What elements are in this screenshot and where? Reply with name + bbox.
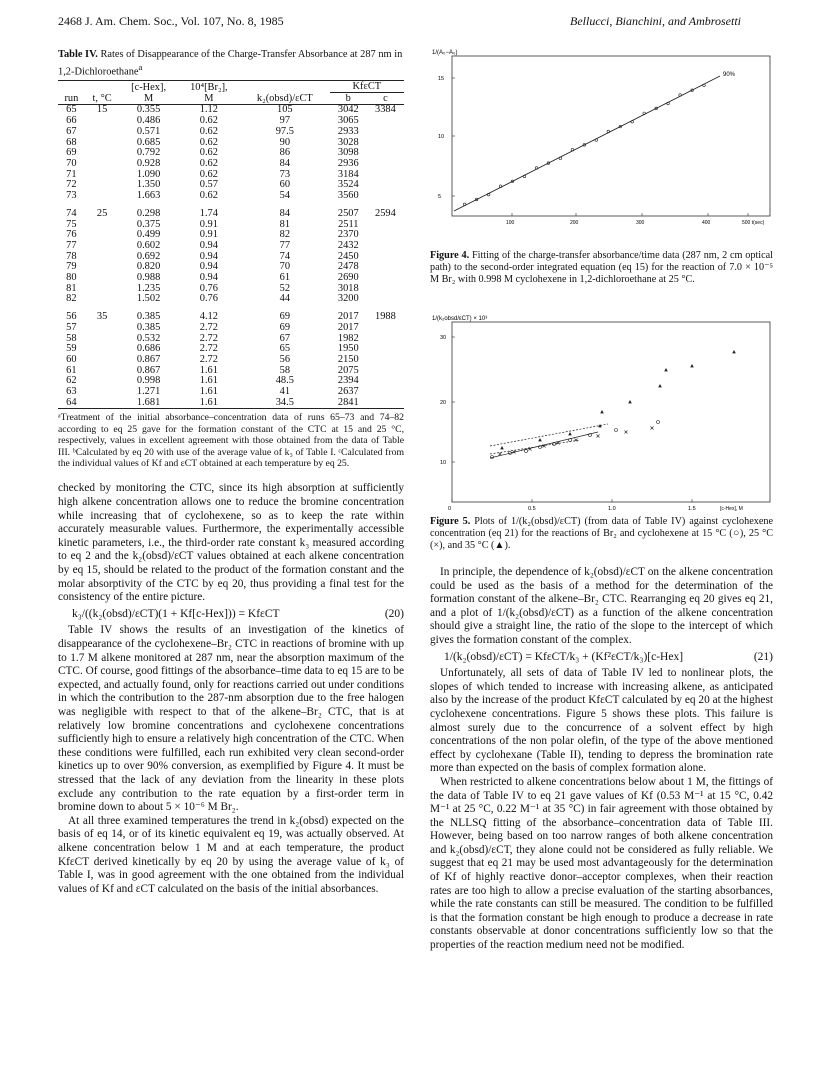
table-cell: 41 [279, 386, 291, 398]
table-cell: 2594 [375, 207, 396, 219]
table-cell: 84 [279, 157, 291, 169]
table-cell: 0.62 [199, 115, 218, 127]
table-cell: 2394 [337, 375, 359, 387]
table-row [58, 323, 404, 334]
table-cell: 1950 [337, 343, 359, 355]
table-cell [85, 366, 120, 377]
x-tick-label: 200 [570, 220, 579, 226]
table-cell: 2.72 [199, 343, 218, 355]
table-cell [85, 387, 120, 398]
table-cell [367, 284, 404, 295]
table-cell: 0.385 [136, 321, 161, 333]
table-cell: 0.62 [199, 190, 218, 202]
table-cell: 35 [96, 311, 108, 323]
table-title: Rates of Disappearance of the Charge-Transfer Absorbance at 287 nm in 1,2-Dichloroethane [58, 49, 403, 78]
table-cell: 82 [279, 229, 291, 241]
table-cell [367, 170, 404, 181]
table-cell: 73 [66, 190, 77, 202]
table-cell [85, 398, 120, 409]
y-tick-label: 10 [438, 134, 445, 140]
table-cell [367, 294, 404, 305]
table-cell [367, 191, 404, 202]
table-cell [367, 116, 404, 127]
x-tick-label: 300 [636, 220, 645, 226]
table-cell: 1.090 [136, 168, 161, 180]
table-cell [367, 180, 404, 191]
table-cell: 97.5 [275, 125, 294, 137]
y-tick-label: 20 [440, 400, 447, 406]
table-cell: 2936 [337, 157, 359, 169]
table-cell: 1.74 [199, 207, 218, 219]
table-cell [85, 148, 120, 159]
y-tick-label: 15 [438, 76, 445, 82]
table-cell: 84 [279, 207, 291, 219]
table-cell: 3184 [337, 168, 359, 180]
table-cell: 2075 [337, 364, 359, 376]
table-cell: 0.792 [136, 147, 161, 159]
table-cell: 0.602 [136, 239, 161, 251]
table-cell [85, 220, 120, 231]
table-cell: 61 [66, 364, 77, 376]
table-cell: 0.686 [136, 343, 161, 355]
point-25C [597, 435, 600, 438]
table-row [58, 191, 404, 202]
table-cell: 44 [279, 293, 291, 305]
x-tick-label: 1.0 [608, 506, 616, 512]
table-cell: 73 [279, 168, 291, 180]
col-c: c [367, 93, 404, 105]
table-cell: 75 [66, 218, 77, 230]
x-tick-label: 0 [448, 506, 452, 512]
table-cell: 76 [66, 229, 77, 241]
table-label: Table IV. [58, 49, 98, 60]
col-b: b [330, 93, 367, 105]
table-cell: 74 [66, 207, 77, 219]
table-cell: 2450 [337, 250, 359, 262]
table-cell [85, 284, 120, 295]
table-row [58, 202, 404, 220]
table-cell [367, 148, 404, 159]
table-cell [367, 230, 404, 241]
table-cell: 0.867 [136, 364, 161, 376]
paragraph: Unfortunately, all sets of data of Table IV led to nonlinear plots, the slopes of which tended to increase with increasing alkene, as anticipated also by the increase of the product KfεCT calculated by eq 20 at the highest cyclohexene concentrations. Figure 5 shows these plots. This failure is almost surely due to the concurrence of a solvent effect by high concentrations of the non polar olefin, of the type of the above mentioned effect by cyclohexane (Table II), tending to depress the bromination rate more than expected on the basis of complex formation alone. [430, 667, 773, 775]
right-body-text [430, 566, 773, 953]
table-cell: 2370 [337, 229, 359, 241]
table-cell: 1982 [337, 332, 359, 344]
figure-5-caption-text: Plots of 1/(k₂(obsd)/εCT) (from data of Table IV) against cyclohexene concentration (eq 21) for the reactions of Br₂ and cyclohexene at 15 °C (○), 25 °C (×), and 35 °C (▲). [430, 516, 773, 552]
table-cell [85, 170, 120, 181]
figure-4-caption-text: Fitting of the charge-transfer absorbance/time data (287 nm, 2 cm optical path) to the second-order integrated equation (eq 15) for the reaction of 7.0 × 10⁻⁵ M Br₂ with 0.998 M cyclohexene in 1,2-dichloroethane at 25 °C. [430, 250, 773, 286]
point-15C [615, 429, 618, 432]
caption-footnote-mark: a [138, 62, 143, 72]
table-cell: 34.5 [240, 398, 330, 409]
table-cell [85, 116, 120, 127]
table-cell: 0.486 [136, 115, 161, 127]
paragraph: In principle, the dependence of k₂(obsd)/εCT on the alkene concentration could be used as the basis of a method for the determination of the formation constant of the alkene–Br₂ CTC. Rearranging eq 20 gives eq 21, and a plot of 1/(k₂(obsd)/εCT) as a function of the alkene concentration should give a straight line, the ratio of the slope to the intercept of which gives the formation constant of the complex. [430, 566, 773, 646]
table-cell: 1.663 [136, 190, 161, 202]
table-cell: 3384 [375, 104, 396, 116]
figure-5-ticks [440, 335, 743, 512]
table-cell: 2017 [337, 311, 359, 323]
table-cell [367, 273, 404, 284]
table-cell: 77 [279, 239, 291, 251]
table-cell: 97 [279, 115, 291, 127]
figure-5-lines [490, 424, 608, 458]
table-cell: 3200 [337, 293, 359, 305]
x-tick-label: 0.5 [528, 506, 536, 512]
point-35C [568, 432, 572, 435]
table-cell: 78 [66, 250, 77, 262]
table-cell: 0.375 [136, 218, 161, 230]
col-hex-unit: M [119, 93, 177, 105]
table-cell [367, 334, 404, 345]
table-cell: 56 [66, 311, 77, 323]
table-cell [85, 241, 120, 252]
table-cell: 0.62 [199, 157, 218, 169]
table-cell: 0.928 [136, 157, 161, 169]
y-tick-label: 10 [440, 460, 447, 466]
table-cell: 1.350 [136, 179, 161, 191]
table-cell: 0.571 [136, 125, 161, 137]
point-15C [525, 450, 528, 453]
table-cell: 25 [96, 207, 108, 219]
table-cell [85, 191, 120, 202]
table-cell: 80 [66, 272, 77, 284]
table-cell: 2.72 [199, 332, 218, 344]
col-hex-top: [c-Hex], [119, 81, 177, 93]
table-cell: 0.94 [199, 261, 218, 273]
point-35C [600, 410, 604, 413]
table-cell: 3028 [337, 136, 359, 148]
table-cell: 67 [279, 332, 291, 344]
point-25C [575, 439, 578, 442]
table-cell: 1.12 [199, 104, 218, 116]
table-cell: 69 [66, 147, 77, 159]
col-t: t, °C [85, 93, 120, 105]
table-cell: 2511 [338, 218, 359, 230]
paragraph: At all three examined temperatures the trend in k₂(obsd) expected on the basis of eq 14, or of its kinetic equivalent eq 19, was actually observed. At alkene concentration below 1 M and at each temperature, the product KfεCT derived kinetically by eq 20 by using the average value of k₃ of Table I, was in good agreement with the one obtained from the individual values of Kf and εCT calculated on the basis of the initial absorbances. [58, 814, 404, 895]
table-cell: 1.61 [199, 386, 218, 398]
table-cell: 2841 [330, 398, 367, 409]
table-cell: 3098 [337, 147, 359, 159]
table-cell: 0.62 [199, 168, 218, 180]
table-cell [367, 159, 404, 170]
table-cell: 0.532 [136, 332, 161, 344]
table-cell: 60 [279, 179, 291, 191]
table-cell [85, 159, 120, 170]
table-cell: 0.76 [199, 282, 218, 294]
figure-5-caption [430, 516, 773, 553]
table-cell: 74 [279, 250, 291, 262]
table-cell [367, 252, 404, 263]
table-cell: 0.94 [199, 250, 218, 262]
left-column [58, 0, 404, 896]
table-cell: 1.681 [119, 398, 177, 409]
point-35C [658, 384, 662, 387]
figure-4-plot [430, 46, 773, 246]
point-35C [690, 364, 694, 367]
table-cell: 3524 [337, 179, 359, 191]
table-cell: 54 [279, 190, 291, 202]
figure-5-plot [430, 312, 773, 512]
table-cell: 67 [66, 125, 77, 137]
table-cell: 65 [279, 343, 291, 355]
col-run: run [58, 93, 85, 105]
table-cell: 0.820 [136, 261, 161, 273]
point-25C [651, 427, 654, 430]
table-caption [58, 49, 404, 78]
table-cell: 57 [66, 321, 77, 333]
table-cell: 0.867 [136, 353, 161, 365]
table-cell: 61 [279, 272, 291, 284]
figure-4-ticks [438, 76, 765, 226]
point-15C [657, 421, 660, 424]
table-cell: 4.12 [199, 311, 218, 323]
table-cell: 79 [66, 261, 77, 273]
figure-4-frame [452, 56, 770, 216]
table-cell: 64 [58, 398, 85, 409]
table-cell: 0.998 [136, 375, 161, 387]
table-cell [367, 241, 404, 252]
point-35C [500, 446, 504, 449]
table-cell [85, 262, 120, 273]
table-cell [85, 230, 120, 241]
table-cell: 2150 [337, 353, 359, 365]
table-cell: 1988 [375, 311, 396, 323]
table-cell: 1.235 [136, 282, 161, 294]
table-cell: 0.685 [136, 136, 161, 148]
fit-line-25C [490, 440, 580, 454]
x-tick-label: 1.5 [688, 506, 696, 512]
table-cell: 15 [96, 104, 108, 116]
table-cell: 0.91 [199, 229, 218, 241]
col-br-unit: M [178, 93, 240, 105]
table-cell: 81 [279, 218, 291, 230]
table-cell: 105 [277, 104, 293, 116]
figure-4-y-label: 1/(A₀−A₀) [432, 50, 458, 56]
table-cell: 58 [66, 332, 77, 344]
table-cell: 0.94 [199, 239, 218, 251]
table-footnote: ᵃTreatment of the initial absorbance–concentration data of runs 65–73 and 74–82 according to eq 25 gave for the formation constant of the CTC at 15 and 25 °C, respectively, values in excellent agreement with those obtained from the data of Table III. ᵇCalculated by eq 20 with use of the average value of k₃ of Table I. ᶜCalculated from the individual values of Kf and εCT obtained at each temperature by eq 25. [58, 412, 404, 470]
table-cell: 2017 [337, 321, 359, 333]
table-cell: 60 [66, 353, 77, 365]
figure-4-caption [430, 250, 773, 287]
equation-20 [58, 608, 404, 622]
col-kf: KfεCT [330, 81, 404, 93]
table-cell: 1.271 [136, 386, 161, 398]
table-cell [367, 220, 404, 231]
fit-line-35C [490, 424, 608, 446]
table-cell: 2637 [337, 386, 359, 398]
table-row [58, 398, 404, 409]
point-35C [732, 350, 736, 353]
table-cell [85, 180, 120, 191]
equation-20-body: k₃/((k₂(obsd)/εCT)(1 + Kf[c-Hex])) = KfεCT [72, 607, 280, 620]
table-cell: 86 [279, 147, 291, 159]
table-cell: 0.94 [199, 272, 218, 284]
equation-21-body: 1/(k₂(obsd)/εCT) = KfεCT/k₃ + (Kf²εCT/k₃)[c-Hex] [444, 650, 684, 663]
figure-4-annotation: 90% [723, 72, 736, 78]
table-cell: 0.62 [199, 136, 218, 148]
x-axis-unit: [c-Hex], M [720, 506, 743, 512]
table-cell: 0.57 [199, 179, 218, 191]
table-cell: 2.72 [199, 321, 218, 333]
equation-20-number: (20) [384, 607, 404, 620]
table-cell: 69 [279, 321, 291, 333]
point-25C [499, 453, 502, 456]
equation-21 [430, 651, 773, 665]
fit-line-15C [490, 432, 598, 458]
paragraph: When restricted to alkene concentrations below about 1 M, the fittings of the data of Table IV to eq 21 gave values of Kf (0.53 M⁻¹ at 15 °C, 0.42 M⁻¹ at 25 °C, 0.22 M⁻¹ at 35 °C) in fair agreement with those obtained by the NLLSQ fitting of the absorbance–concentration data of Table III. However, being based on too narrow ranges of both alkene concentration and k₂(obsd)/εCT, they alone could not be considered as fully reliable. We suggest that eq 21 may be used most advantageously for the determination of Kf of highly reactive donor–acceptor complexes, when their reaction rates are too high to allow a precise evaluation of the starting absorbances, while the rate constants can still be measured. The condition to be fulfilled is that the formation constant be high enough to produce a decrease in rate constants observable at donor concentrations sufficiently low so that the properties of the reaction medium need not be modified. [430, 775, 773, 952]
table-cell: 2690 [337, 272, 359, 284]
point-35C [664, 368, 668, 371]
left-body-text [58, 482, 404, 896]
table-cell [85, 344, 120, 355]
table-cell [367, 344, 404, 355]
running-header-right: Bellucci, Bianchini, and Ambrosetti [570, 14, 741, 28]
y-tick-label: 30 [440, 335, 447, 341]
x-tick-label: 100 [506, 220, 515, 226]
table-cell: 59 [66, 343, 77, 355]
table-cell: 62 [66, 375, 77, 387]
figure-4-label: Figure 4. [430, 250, 470, 261]
figure-5-label: Figure 5. [430, 516, 471, 527]
table-cell: 1.61 [178, 398, 240, 409]
table-cell: 70 [66, 157, 77, 169]
point-35C [628, 400, 632, 403]
x-tick-label: 500 t(sec) [742, 220, 765, 226]
figure-5-y-label: 1/(k₂obsd/εCT) × 10³ [432, 316, 488, 322]
table-cell: 3042 [337, 104, 359, 116]
table-cell: 52 [279, 282, 291, 294]
table-cell [367, 323, 404, 334]
table-cell [367, 355, 404, 366]
table-row [58, 241, 404, 252]
table-row [58, 305, 404, 323]
table-cell: 3065 [337, 115, 359, 127]
table-cell: 2507 [337, 207, 359, 219]
col-k: k₂(obsd)/εCT [240, 93, 330, 105]
table-cell: 81 [66, 282, 77, 294]
table-cell: 71 [66, 168, 77, 180]
table-cell [85, 252, 120, 263]
table-cell: 0.62 [199, 147, 218, 159]
table-cell: 0.692 [136, 250, 161, 262]
table-cell [367, 398, 404, 409]
table-cell [367, 366, 404, 377]
table-row [58, 127, 404, 138]
table-cell [85, 323, 120, 334]
table-cell: 1.61 [199, 375, 218, 387]
table-cell: 72 [66, 179, 77, 191]
table-cell: 3018 [337, 282, 359, 294]
point-35C [538, 438, 542, 441]
table-cell: 1.502 [136, 293, 161, 305]
table-cell [367, 138, 404, 149]
table-cell: 69 [279, 311, 291, 323]
table-cell: 1.61 [199, 364, 218, 376]
table-cell: 0.499 [136, 229, 161, 241]
table-cell: 0.298 [136, 207, 161, 219]
table-cell: 90 [279, 136, 291, 148]
table-cell: 70 [279, 261, 291, 273]
figure-5-points [491, 350, 736, 459]
table-cell: 68 [66, 136, 77, 148]
table-cell: 0.385 [136, 311, 161, 323]
y-tick-label: 5 [438, 194, 442, 200]
table-cell: 2933 [337, 125, 359, 137]
table-cell: 0.76 [199, 293, 218, 305]
table-iv [58, 80, 404, 409]
table-cell [85, 355, 120, 366]
figure-5-frame [452, 322, 770, 502]
table-cell [367, 262, 404, 273]
table-cell [367, 387, 404, 398]
running-header-left: 2468 J. Am. Chem. Soc., Vol. 107, No. 8, 1985 [58, 14, 284, 28]
table-cell: 0.355 [136, 104, 161, 116]
table-cell: 2432 [337, 239, 359, 251]
table-cell: 3560 [337, 190, 359, 202]
table-cell [85, 138, 120, 149]
table-cell: 0.91 [199, 218, 218, 230]
table-cell: 2.72 [199, 353, 218, 365]
equation-21-number: (21) [753, 650, 773, 663]
table-cell: 77 [66, 239, 77, 251]
point-35C [598, 424, 602, 427]
table-cell: 2478 [337, 261, 359, 273]
table-cell [85, 127, 120, 138]
table-cell [85, 294, 120, 305]
table-cell [367, 127, 404, 138]
paragraph: Table IV shows the results of an investigation of the kinetics of disappearance of the cyclohexene–Br₂ CTC in reactions of bromine with up to 1.7 M alkene monitored at 287 nm, near the absorption maximum of the CTC. Of course, good fittings of the absorbance–time data to eq 15 are to be expected, and actually found, only for reactions carried out under conditions in which the contribution to the 287-nm absorption due to the free halogen was negligible with respect to that of the alkene–Br₂ CTC, that is at relatively low bromine concentrations and cyclohexene concentrations sufficiently high to ensure a relatively high concentration of the CTC. When these conditions were fulfilled, each run exhibited very clean second-order kinetics up to over 90% conversion, as exemplified by Figure 4. It must be stressed that the lack of any deviation from the linearity in these plots exclude any contribution to the rate equation by a first-order term in bromine down to about 5 × 10⁻⁶ M Br₂. [58, 624, 404, 814]
table-cell: 56 [279, 353, 291, 365]
table-body [58, 105, 404, 409]
table-cell: 63 [66, 386, 77, 398]
table-cell: 65 [66, 104, 77, 116]
table-cell: 82 [66, 293, 77, 305]
table-cell [85, 376, 120, 387]
table-cell [85, 334, 120, 345]
table-cell: 0.988 [136, 272, 161, 284]
table-row [58, 294, 404, 305]
table-cell: 48.5 [275, 375, 294, 387]
table-cell [367, 376, 404, 387]
paragraph: checked by monitoring the CTC, since its high absorption at sufficiently high alkene concentration allows one to reduce the bromine concentration while increasing that of cyclohexene, so as to keep the rate within accurately measurable values. Furthermore, the experimentally accessible kinetic parameters, i.e., the third-order rate constant k₃ measured according to eq 2 and the k₂(obsd)/εCT values obtained at each alkene concentration by eq 15, should be related to the product of the formation constant and the molar absorptivity of the CTC by eq 20, thus providing a final test for the consistency of the entire picture. [58, 482, 404, 604]
point-25C [625, 431, 628, 434]
table-cell [85, 273, 120, 284]
table-cell: 0.62 [199, 125, 218, 137]
table-cell: 58 [279, 364, 291, 376]
col-br-top: 10⁴[Br₂], [178, 81, 240, 93]
table-cell: 66 [66, 115, 77, 127]
x-tick-label: 400 [702, 220, 711, 226]
